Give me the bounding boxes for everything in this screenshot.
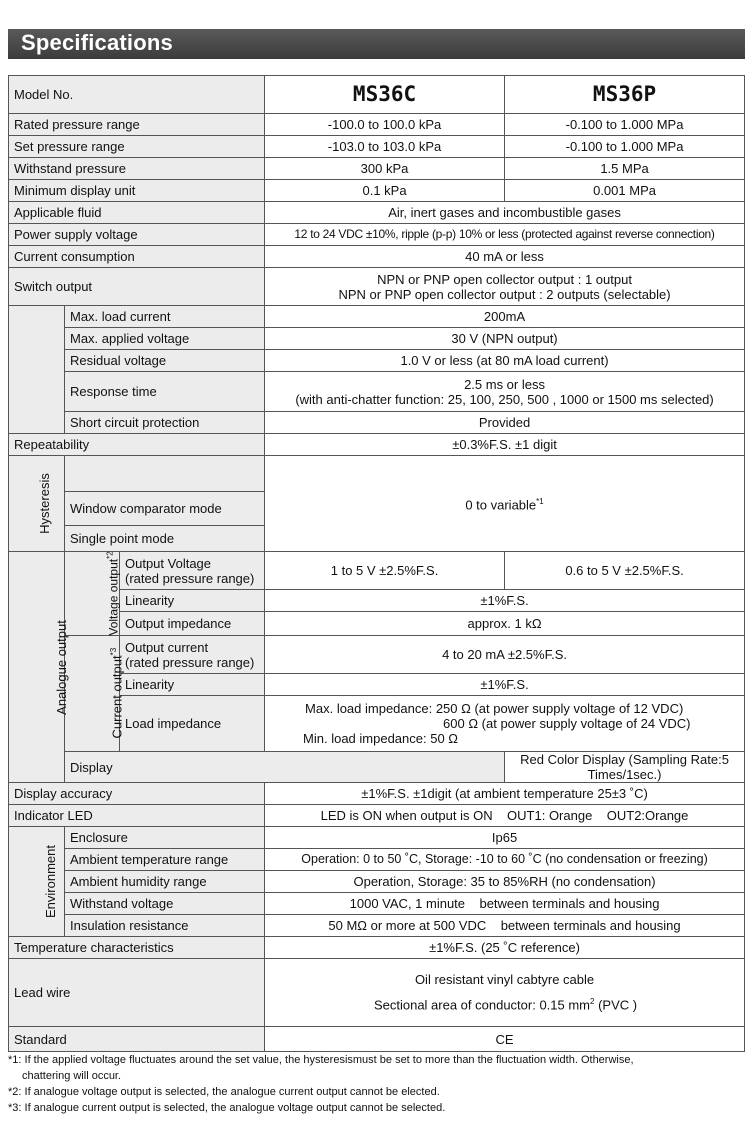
- voltage-output-text: Voltage output: [106, 558, 121, 636]
- table-row: [9, 783, 745, 805]
- cell-value: Provided: [265, 412, 745, 434]
- row-label: [120, 552, 265, 590]
- note-ref: *2: [105, 551, 115, 559]
- section-title: Specifications: [21, 30, 173, 55]
- row-label: Withstand voltage: [65, 893, 265, 915]
- row-label: Load impedance: [120, 696, 265, 752]
- row-label: Standard: [9, 1027, 265, 1052]
- row-label: Minimum display unit: [9, 180, 265, 202]
- row-label: Output impedance: [120, 612, 265, 636]
- row-label: Temperature characteristics: [9, 937, 265, 959]
- row-label: Linearity: [120, 674, 265, 696]
- row-label: Ambient temperature range: [65, 849, 265, 871]
- cell-value: 30 V (NPN output): [265, 328, 745, 350]
- table-row: [9, 1027, 745, 1052]
- model-ms36p: MS36P: [505, 76, 745, 114]
- cell-value: 50 MΩ or more at 500 VDC between terminals and housing: [265, 915, 745, 937]
- table-row: [9, 636, 745, 674]
- table-row: [9, 268, 745, 306]
- switch-line-1: NPN or PNP open collector output : 1 output: [377, 271, 632, 287]
- analogue-label: Analogue output: [53, 619, 69, 715]
- hysteresis-value: [265, 456, 745, 552]
- hysteresis-group-label: [9, 456, 65, 552]
- cell-value: 0.1 kPa: [265, 180, 505, 202]
- row-label: Lead wire: [9, 959, 265, 1027]
- table-row: [9, 328, 745, 350]
- row-label: Short circuit protection: [65, 412, 265, 434]
- row-label: [120, 636, 265, 674]
- table-row: [9, 412, 745, 434]
- cell-value: Air, inert gases and incombustible gases: [265, 202, 745, 224]
- cell-value: Red Color Display (Sampling Rate:5 Times/1sec.): [505, 752, 745, 783]
- row-label: Indicator LED: [9, 805, 265, 827]
- table-row: [9, 350, 745, 372]
- load-imp-line-2: 600 Ω (at power supply voltage of 24 VDC): [443, 716, 691, 731]
- cell-value: 300 kPa: [265, 158, 505, 180]
- table-row: [9, 180, 745, 202]
- current-output-label: [106, 648, 124, 739]
- row-label: Power supply voltage: [9, 224, 265, 246]
- environment-label: Environment: [42, 845, 58, 918]
- table-row: [9, 849, 745, 871]
- footnotes: [8, 1052, 634, 1116]
- table-row: [9, 434, 745, 456]
- footnote-1: *1: If the applied voltage fluctuates around the set value, the hysteresismust be set to more than the fluctuation width. Otherwise,: [8, 1054, 634, 1066]
- cell-value: [265, 372, 745, 412]
- switch-line-2: NPN or PNP open collector output : 2 outputs (selectable): [338, 286, 671, 302]
- table-row: [9, 136, 745, 158]
- row-label: Enclosure: [65, 827, 265, 849]
- cell-value: CE: [265, 1027, 745, 1052]
- model-label: Model No.: [9, 76, 265, 114]
- row-label: Withstand pressure: [9, 158, 265, 180]
- cell-value: -100.0 to 100.0 kPa: [265, 114, 505, 136]
- cell-value: 1000 VAC, 1 minute between terminals and housing: [265, 893, 745, 915]
- section-header: [8, 29, 745, 59]
- table-row: [9, 752, 745, 783]
- table-row: [9, 202, 745, 224]
- row-label: Display: [65, 752, 505, 783]
- note-ref: *1: [536, 497, 544, 507]
- table-row: [9, 456, 745, 492]
- row-label: Current consumption: [9, 246, 265, 268]
- cell-value: ±1%F.S. ±1digit (at ambient temperature 25±3 ˚C): [265, 783, 745, 805]
- cell-value: 1 to 5 V ±2.5%F.S.: [265, 552, 505, 590]
- current-output-group: [65, 636, 125, 752]
- hysteresis-blank: [65, 456, 265, 492]
- row-label: Max. applied voltage: [65, 328, 265, 350]
- table-row: [9, 915, 745, 937]
- footnote-1-cont: chattering will occur.: [22, 1070, 122, 1082]
- cell-value: [265, 959, 745, 1027]
- label-line: (rated pressure range): [125, 570, 255, 586]
- current-output-text: Current output: [109, 655, 125, 739]
- table-row: [9, 114, 745, 136]
- label-line: (rated pressure range): [125, 654, 255, 670]
- cell-value: ±1%F.S.: [265, 674, 745, 696]
- model-ms36c: MS36C: [265, 76, 505, 114]
- table-row: [9, 871, 745, 893]
- cell-value: ±1%F.S. (25 ˚C reference): [265, 937, 745, 959]
- voltage-output-group: [65, 552, 120, 636]
- row-label: Repeatability: [9, 434, 265, 456]
- voltage-output-label: [103, 551, 122, 635]
- row-label: Rated pressure range: [9, 114, 265, 136]
- table-row: [9, 893, 745, 915]
- row-label: Switch output: [9, 268, 265, 306]
- row-label: Ambient humidity range: [65, 871, 265, 893]
- switch-group-spacer: [9, 306, 65, 434]
- lead-sup: 2: [590, 996, 595, 1006]
- lead-line-1: Oil resistant vinyl cabtyre cable: [414, 971, 595, 987]
- label-line: Output current: [125, 639, 209, 655]
- response-line-2: (with anti-chatter function: 25, 100, 250, 500 , 1000 or 1500 ms selected): [295, 391, 714, 407]
- table-row: [9, 372, 745, 412]
- label-line: Output Voltage: [125, 555, 212, 571]
- row-label: Insulation resistance: [65, 915, 265, 937]
- row-label: Residual voltage: [65, 350, 265, 372]
- load-imp-line-1: Max. load impedance: 250 Ω (at power supply voltage of 12 VDC): [305, 701, 684, 716]
- row-label: Response time: [65, 372, 265, 412]
- cell-value: ±1%F.S.: [265, 590, 745, 612]
- row-label: Applicable fluid: [9, 202, 265, 224]
- environment-group-label: [9, 827, 65, 937]
- cell-value: 12 to 24 VDC ±10%, ripple (p-p) 10% or less (protected against reverse connection): [265, 224, 745, 246]
- cell-value: Ip65: [265, 827, 745, 849]
- lead-text: Sectional area of conductor: 0.15 mm: [373, 997, 591, 1013]
- load-imp-line-3: Min. load impedance: 50 Ω: [303, 731, 459, 746]
- table-row: [9, 552, 745, 590]
- cell-value: Operation, Storage: 35 to 85%RH (no condensation): [265, 871, 745, 893]
- table-row: [9, 76, 745, 114]
- cell-value: -0.100 to 1.000 MPa: [505, 136, 745, 158]
- response-line-1: 2.5 ms or less: [464, 376, 545, 392]
- table-row: [9, 805, 745, 827]
- cell-value: [265, 696, 745, 752]
- cell-value: 0.6 to 5 V ±2.5%F.S.: [505, 552, 745, 590]
- row-label: Display accuracy: [9, 783, 265, 805]
- cell-value: 0.001 MPa: [505, 180, 745, 202]
- note-ref: *3: [109, 648, 119, 656]
- footnote-3: *3: If analogue current output is selected, the analogue voltage output cannot be selected.: [8, 1102, 446, 1114]
- table-row: [9, 937, 745, 959]
- row-label: Max. load current: [65, 306, 265, 328]
- row-label: Linearity: [120, 590, 265, 612]
- hysteresis-value-text: 0 to variable: [465, 497, 537, 513]
- row-label: Single point mode: [65, 526, 265, 552]
- analogue-group-label: [9, 552, 69, 783]
- specifications-table: [8, 75, 745, 1052]
- lead-line-2: [270, 991, 739, 1016]
- cell-value: LED is ON when output is ON OUT1: Orange OUT2:Orange: [265, 805, 745, 827]
- lead-text: (PVC ): [594, 997, 638, 1013]
- table-row: [9, 158, 745, 180]
- cell-value: 1.0 V or less (at 80 mA load current): [265, 350, 745, 372]
- cell-value: approx. 1 kΩ: [265, 612, 745, 636]
- cell-value: -0.100 to 1.000 MPa: [505, 114, 745, 136]
- cell-value: -103.0 to 103.0 kPa: [265, 136, 505, 158]
- table-row: [9, 224, 745, 246]
- cell-value: 1.5 MPa: [505, 158, 745, 180]
- table-row: [9, 306, 745, 328]
- row-label: Set pressure range: [9, 136, 265, 158]
- cell-value: ±0.3%F.S. ±1 digit: [265, 434, 745, 456]
- table-row: [9, 246, 745, 268]
- table-row: [9, 959, 745, 1027]
- cell-value: 4 to 20 mA ±2.5%F.S.: [265, 636, 745, 674]
- cell-value: [265, 268, 745, 306]
- row-label: Window comparator mode: [65, 492, 265, 526]
- cell-value: Operation: 0 to 50 ˚C, Storage: -10 to 60 ˚C (no condensation or freezing): [265, 849, 745, 871]
- hysteresis-label: Hysteresis: [36, 473, 52, 534]
- table-row: [9, 827, 745, 849]
- cell-value: 200mA: [265, 306, 745, 328]
- footnote-2: *2: If analogue voltage output is selected, the analogue current output cannot be elected.: [8, 1086, 440, 1098]
- cell-value: 40 mA or less: [265, 246, 745, 268]
